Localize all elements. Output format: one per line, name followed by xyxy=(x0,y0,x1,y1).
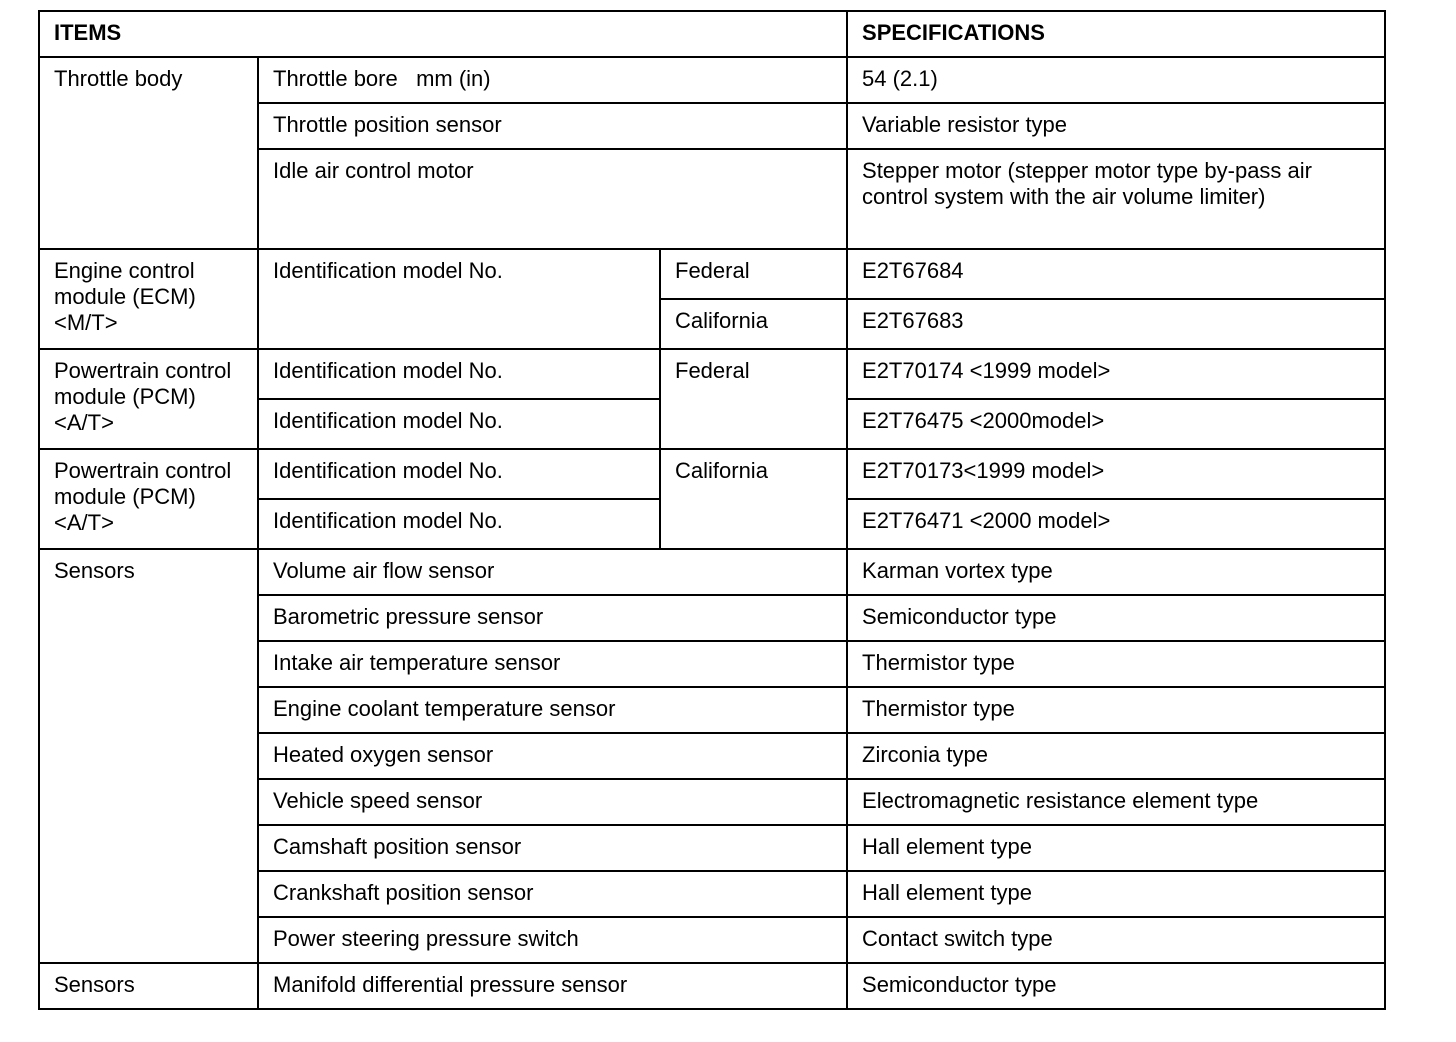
item-cell: Vehicle speed sensor xyxy=(258,779,847,825)
item-cell: Heated oxygen sensor xyxy=(258,733,847,779)
region-cell: Federal xyxy=(660,349,847,449)
table-row xyxy=(39,349,1385,399)
pcm-california-label: Powertrain control module (PCM) <A/T> xyxy=(39,449,258,549)
spec-cell: E2T67684 xyxy=(847,249,1385,299)
pcm-federal-label: Powertrain control module (PCM) <A/T> xyxy=(39,349,258,449)
specifications-header: SPECIFICATIONS xyxy=(847,11,1385,57)
table-row xyxy=(39,249,1385,299)
sensors-label: Sensors xyxy=(39,549,258,963)
table-row xyxy=(39,57,1385,103)
sensors-2-label: Sensors xyxy=(39,963,258,1009)
region-cell: California xyxy=(660,299,847,349)
region-cell: California xyxy=(660,449,847,549)
item-cell: Intake air temperature sensor xyxy=(258,641,847,687)
region-cell: Federal xyxy=(660,249,847,299)
item-cell: Engine coolant temperature sensor xyxy=(258,687,847,733)
item-cell: Throttle bore mm (in) xyxy=(258,57,847,103)
table-row xyxy=(39,549,1385,595)
item-cell: Power steering pressure switch xyxy=(258,917,847,963)
ecm-label: Engine control module (ECM) <M/T> xyxy=(39,249,258,349)
spec-cell: Thermistor type xyxy=(847,687,1385,733)
spec-cell: Electromagnetic resistance element type xyxy=(847,779,1385,825)
table-row xyxy=(39,963,1385,1009)
item-cell: Identification model No. xyxy=(258,399,660,449)
spec-cell: Hall element type xyxy=(847,825,1385,871)
spec-cell: E2T70173<1999 model> xyxy=(847,449,1385,499)
spec-cell: Semiconductor type xyxy=(847,595,1385,641)
spec-cell: E2T76475 <2000model> xyxy=(847,399,1385,449)
specifications-table xyxy=(38,10,1386,1010)
header-row xyxy=(39,11,1385,57)
table-row xyxy=(39,449,1385,499)
item-cell: Barometric pressure sensor xyxy=(258,595,847,641)
item-cell: Crankshaft position sensor xyxy=(258,871,847,917)
spec-cell: Karman vortex type xyxy=(847,549,1385,595)
item-cell: Throttle position sensor xyxy=(258,103,847,149)
spec-cell: Contact switch type xyxy=(847,917,1385,963)
throttle-body-label: Throttle body xyxy=(39,57,258,249)
items-header: ITEMS xyxy=(39,11,847,57)
spec-cell: E2T67683 xyxy=(847,299,1385,349)
spec-cell: E2T70174 <1999 model> xyxy=(847,349,1385,399)
spec-cell: Hall element type xyxy=(847,871,1385,917)
spec-cell: Stepper motor (stepper motor type by-pass air control system with the air volume limiter) xyxy=(847,149,1385,249)
item-cell: Identification model No. xyxy=(258,249,660,349)
spec-cell: Semiconductor type xyxy=(847,963,1385,1009)
item-cell: Manifold differential pressure sensor xyxy=(258,963,847,1009)
spec-cell: Thermistor type xyxy=(847,641,1385,687)
item-cell: Identification model No. xyxy=(258,499,660,549)
spec-cell: Zirconia type xyxy=(847,733,1385,779)
spec-cell: E2T76471 <2000 model> xyxy=(847,499,1385,549)
item-cell: Identification model No. xyxy=(258,349,660,399)
item-cell: Volume air flow sensor xyxy=(258,549,847,595)
spec-cell: Variable resistor type xyxy=(847,103,1385,149)
item-cell: Identification model No. xyxy=(258,449,660,499)
item-cell: Camshaft position sensor xyxy=(258,825,847,871)
spec-cell: 54 (2.1) xyxy=(847,57,1385,103)
item-cell: Idle air control motor xyxy=(258,149,847,249)
